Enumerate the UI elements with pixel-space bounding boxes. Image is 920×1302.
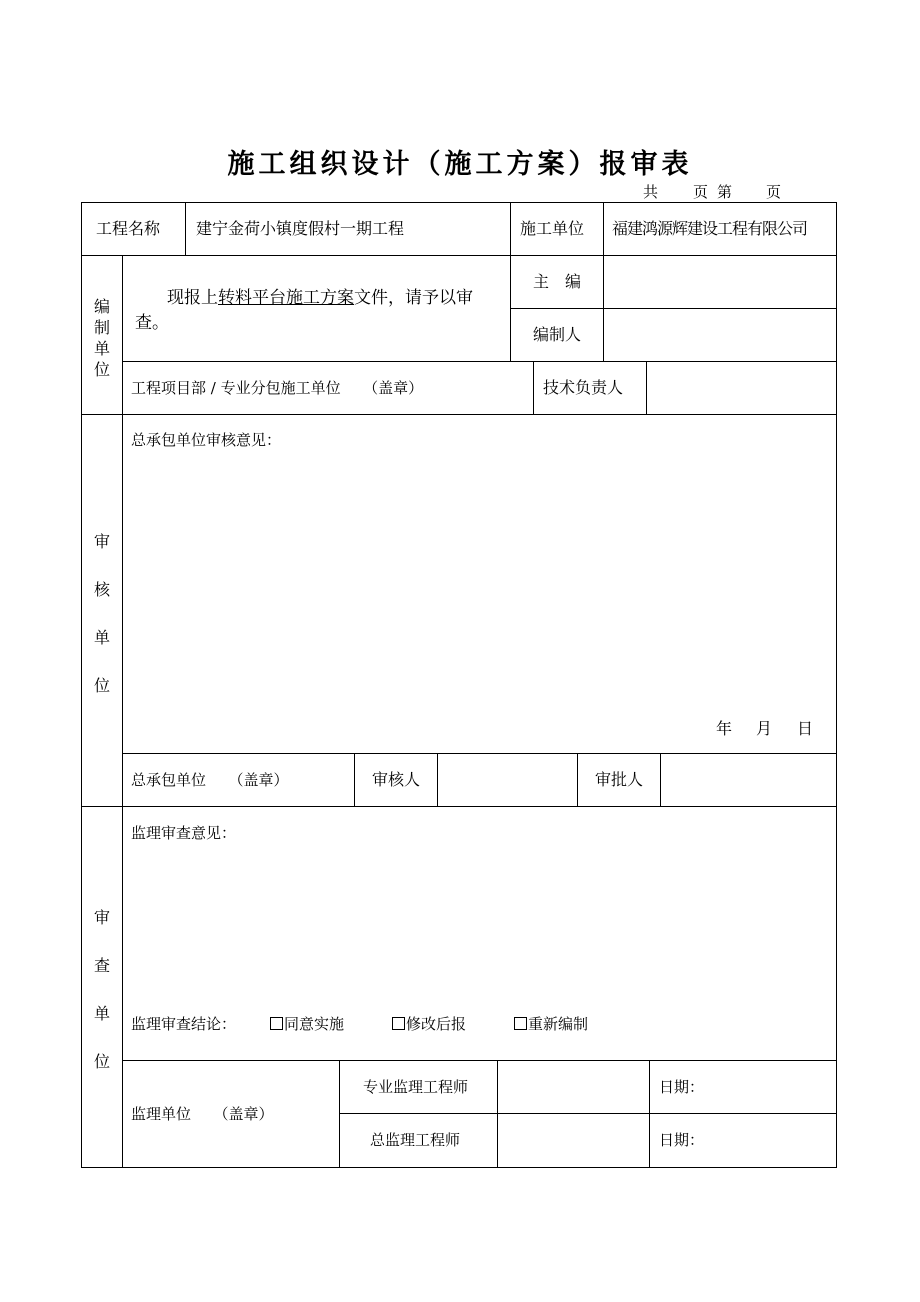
specialist-engineer-label: 专业监理工程师 <box>363 1078 469 1096</box>
review-side-label-3: 单 <box>93 628 110 647</box>
inspection-side-label-1: 审 <box>93 908 110 927</box>
review-side-label-4: 位 <box>93 676 110 695</box>
checkbox-icon[interactable] <box>270 1017 283 1030</box>
review-side-label-2: 核 <box>93 580 110 599</box>
review-opinion-label: 总承包单位审核意见： <box>131 431 282 449</box>
date-label-2: 日期： <box>659 1131 705 1149</box>
project-name-label: 工程名称 <box>96 219 161 238</box>
compile-side-label-2: 制 <box>93 318 110 337</box>
date-label-1: 日期： <box>659 1078 705 1096</box>
review-side-label-1: 审 <box>93 532 110 551</box>
department-label: 工程项目部 / 专业分包施工单位 （盖章） <box>131 379 424 397</box>
inspection-side-label-4: 位 <box>93 1052 110 1071</box>
editor-label: 编制人 <box>533 325 582 344</box>
submission-text: 现报上转料平台施工方案文件，请予以审 <box>167 288 473 308</box>
page-total-label: 共 <box>643 183 659 201</box>
option-agree[interactable]: 同意实施 <box>270 1014 344 1034</box>
chief-editor-label: 主 编 <box>533 272 582 291</box>
submission-text-line2: 查。 <box>135 313 169 333</box>
tech-lead-label: 技术负责人 <box>543 378 624 397</box>
inspection-opinion-label: 监理审查意见： <box>131 824 237 842</box>
approver-label: 审批人 <box>595 770 644 789</box>
supervisor-unit-label: 监理单位 （盖章） <box>131 1105 274 1123</box>
review-date-year: 年 <box>716 719 733 738</box>
compile-side-label-4: 位 <box>93 360 110 379</box>
review-date-day: 日 <box>797 719 814 738</box>
chief-engineer-label: 总监理工程师 <box>370 1131 461 1149</box>
compile-side-label-1: 编 <box>93 297 110 316</box>
checkbox-icon[interactable] <box>392 1017 405 1030</box>
checkbox-icon[interactable] <box>514 1017 527 1030</box>
general-contractor-label: 总承包单位 （盖章） <box>131 771 289 789</box>
page-nth-label: 第 <box>717 183 733 201</box>
option-revise[interactable]: 修改后报 <box>392 1014 466 1034</box>
page-label: 页 <box>693 183 709 201</box>
page-title: 施工组织设计（施工方案）报审表 <box>227 149 693 180</box>
compile-side-label-3: 单 <box>93 339 110 358</box>
option-redo[interactable]: 重新编制 <box>514 1014 588 1034</box>
contractor-label: 施工单位 <box>520 219 585 238</box>
page-label-2: 页 <box>766 183 782 201</box>
reviewer-label: 审核人 <box>372 770 421 789</box>
contractor-value: 福建鸿源辉建设工程有限公司 <box>612 219 808 238</box>
inspection-side-label-2: 查 <box>93 956 110 975</box>
review-date-month: 月 <box>756 719 773 738</box>
project-name-value: 建宁金荷小镇度假村一期工程 <box>196 219 405 238</box>
inspection-side-label-3: 单 <box>93 1004 110 1023</box>
inspection-conclusion-label: 监理审查结论： <box>131 1015 237 1033</box>
